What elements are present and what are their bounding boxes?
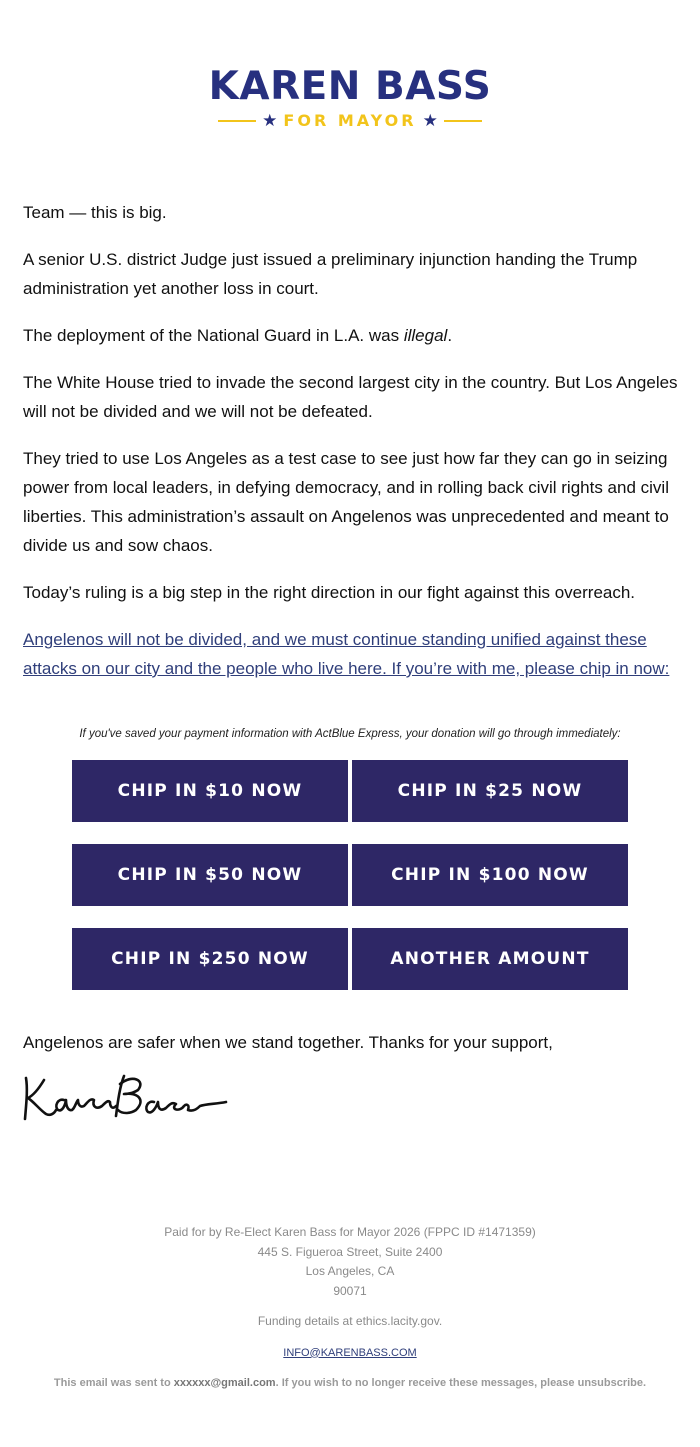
signature-image — [20, 1070, 230, 1131]
address-line-2: Los Angeles, CA — [305, 1264, 395, 1278]
star-icon: ★ — [422, 111, 438, 130]
star-icon: ★ — [262, 111, 278, 130]
donate-link[interactable]: Angelenos will not be divided, and we must continue standing unified against these attacks on our city and the people who live here. If you’re with me, please chip in now: — [23, 630, 670, 678]
paragraph-illegal-end: . — [447, 326, 453, 345]
chip-in-50-button[interactable]: CHIP IN $50 NOW — [72, 844, 348, 906]
chip-in-250-button[interactable]: CHIP IN $250 NOW — [72, 928, 348, 990]
paragraph-white-house: The White House tried to invade the second largest city in the country. But Los Angeles will not be divided and we will not be defeated. — [23, 373, 678, 421]
footer — [0, 1223, 700, 1394]
sent-suffix: . If you wish to no longer receive these messages, please unsubscribe. — [275, 1377, 647, 1389]
paragraph-illegal — [23, 321, 679, 350]
paragraph-illegal-lead: The deployment of the National Guard in L.A. was — [23, 326, 404, 345]
paragraph-donate-link — [23, 625, 679, 683]
donation-row — [72, 928, 628, 990]
campaign-logo — [0, 66, 700, 132]
unsubscribe-notice — [0, 1374, 700, 1394]
donation-button-grid — [72, 760, 628, 1012]
donation-row — [72, 760, 628, 822]
chip-in-10-button[interactable]: CHIP IN $10 NOW — [72, 760, 348, 822]
signature-icon — [20, 1070, 230, 1126]
logo-title: KAREN BASS — [208, 64, 492, 109]
paragraph-test-case: They tried to use Los Angeles as a test case to see just how far they can go in seizing power from local leaders, in defying democracy, and in rolling back civil rights and civil liberties. This administration’s assault on Angelenos was unprecedented and meant to divide us and sow chaos. — [23, 449, 669, 555]
logo-subtitle-row — [0, 110, 700, 132]
sent-prefix: This email was sent to — [53, 1377, 174, 1389]
address-zip: 90071 — [333, 1283, 367, 1298]
chip-in-25-button[interactable]: CHIP IN $25 NOW — [352, 760, 628, 822]
another-amount-button[interactable]: ANOTHER AMOUNT — [352, 928, 628, 990]
logo-left-rule — [218, 120, 256, 122]
paragraph-greeting: Team — this is big. — [23, 203, 167, 222]
funding-details: Funding details at ethics.lacity.gov. — [257, 1314, 443, 1328]
logo-subtitle: FOR MAYOR — [283, 111, 417, 130]
email-body — [23, 198, 679, 701]
actblue-note: If you've saved your payment information with ActBlue Express, your donation will go through immediately: — [79, 728, 621, 740]
paid-for-line: Paid for by Re-Elect Karen Bass for Mayor 2026 (FPPC ID #1471359) — [164, 1225, 536, 1239]
chip-in-100-button[interactable]: CHIP IN $100 NOW — [352, 844, 628, 906]
contact-email-link[interactable]: INFO@KARENBASS.COM — [283, 1346, 417, 1359]
recipient-email: xxxxxx@gmail.com — [173, 1377, 276, 1389]
paragraph-ruling: Today’s ruling is a big step in the right direction in our fight against this overreach. — [23, 583, 636, 602]
logo-right-rule — [444, 120, 482, 122]
emphasis-illegal: illegal — [403, 326, 448, 345]
address-line-1: 445 S. Figueroa Street, Suite 2400 — [257, 1244, 443, 1259]
donation-row — [72, 844, 628, 906]
closing-line: Angelenos are safer when we stand together. Thanks for your support, — [23, 1033, 553, 1052]
paragraph-injunction: A senior U.S. district Judge just issued a preliminary injunction handing the Trump administration yet another loss in court. — [23, 250, 638, 298]
